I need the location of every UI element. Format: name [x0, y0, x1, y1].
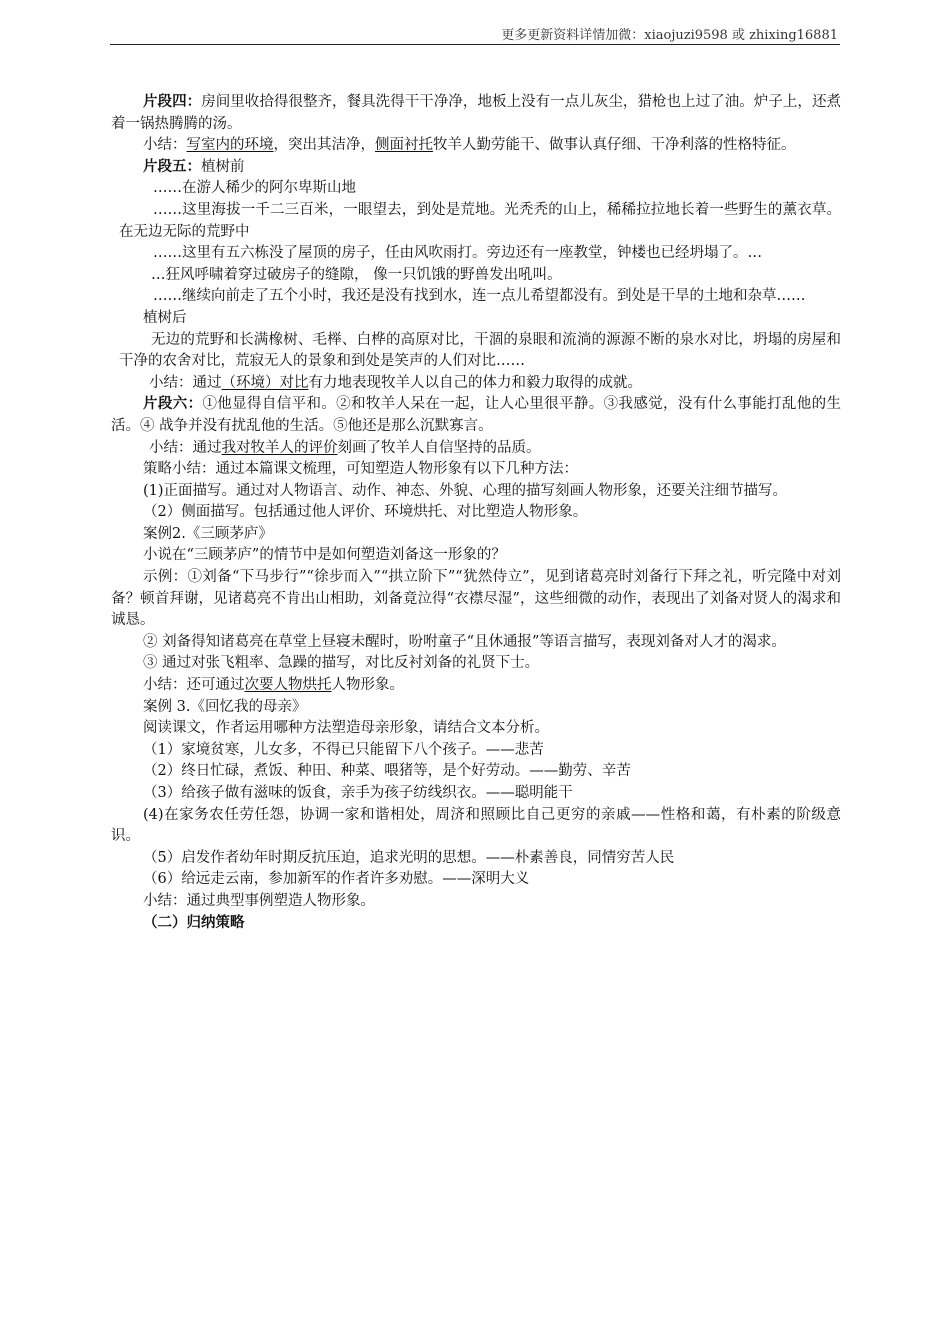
summary-prefix: 小结：还可通过	[143, 677, 245, 694]
summary-prefix: 小结：通过	[149, 374, 222, 391]
fragment-5-line: ……这里有五六栋没了屋顶的房子，任由风吹雨打。旁边还有一座教堂，钟楼也已经坍塌了。…	[153, 245, 762, 262]
fragment-5-after-text: 无边的荒野和长满橡树、毛榉、白桦的高原对比，干涸的泉眼和流淌的源源不断的泉水对比，坍塌的房屋和干净的农舍对比，荒寂无人的景象和到处是笑声的人们对比……	[119, 331, 841, 370]
case-3-item: （3）给孩子做有滋味的饭食，亲手为孩子纺线织衣。——聪明能干	[143, 785, 573, 801]
fragment-6-summary	[111, 438, 841, 460]
fragment-4	[111, 92, 841, 135]
case-2-question: 小说在“三顾茅庐”的情节中是如何塑造刘备这一形象的？	[143, 547, 506, 564]
fragment-5-line: ……在游人稀少的阿尔卑斯山地	[153, 180, 356, 197]
summary-keyword: 我对牧羊人的评价	[221, 439, 338, 456]
fragment-6-text: ①他显得自信平和。②和牧羊人呆在一起，让人心里很平静。③我感觉，没有什么事能打乱他的生活。④ 战争并没有扰乱他的生活。⑤他还是那么沉默寡言。	[111, 396, 841, 434]
strategy-item: (1)正面描写。通过对人物语言、动作、神态、外貌、心理的描写刻画人物形象，还要关注细节描写。	[143, 482, 788, 499]
case-3-item: (4)在家务农任劳任怨，协调一家和谐相处，周济和照顾比自己更穷的亲戚——性格和蔼，有朴素的阶级意识。	[111, 806, 841, 845]
case-2-example: ③ 通过对张飞粗率、急躁的描写，对比反衬刘备的礼贤下士。	[143, 655, 540, 672]
fragment-4-label: 片段四：	[143, 94, 202, 110]
summary-prefix: 小结：通过	[149, 439, 222, 456]
case-3-question: 阅读课文，作者运用哪种方法塑造母亲形象，请结合文本分析。	[143, 720, 549, 737]
fragment-5-title: 植树前	[201, 158, 245, 175]
case-3-item: （5）启发作者幼年时期反抗压迫，追求光明的思想。——朴素善良，同情穷苦人民	[143, 849, 675, 866]
header-note: 更多更新资料详情加微：xiaojuzi9598 或 zhixing16881	[501, 28, 838, 43]
summary-text: 人物形象。	[331, 677, 404, 694]
fragment-5-line: …狂风呼啸着穿过破房子的缝隙， 像一只饥饿的野兽发出吼叫。	[151, 266, 562, 283]
case-2-example: ② 刘备得知诸葛亮在草堂上昼寝未醒时，吩咐童子“且休通报”等语言描写，表现刘备对人才的渴求。	[143, 633, 786, 650]
section-2-title: （二）归纳策略	[143, 914, 245, 931]
case-3-summary: 小结：通过典型事例塑造人物形象。	[143, 892, 375, 909]
case-3-item: （6）给远走云南，参加新军的作者许多劝慰。——深明大义	[143, 871, 530, 888]
summary-prefix: 小结：	[143, 137, 187, 154]
fragment-5-after-title: 植树后	[143, 309, 187, 326]
case-3-item: （1）家境贫寒，儿女多，不得已只能留下八个孩子。——悲苦	[143, 741, 544, 758]
summary-keyword: 次要人物烘托	[244, 677, 332, 694]
case-3-title: 案例 3.《回忆我的母亲》	[143, 698, 307, 715]
case-3-item: （2）终日忙碌，煮饭、种田、种菜、喂猪等，是个好劳动。——勤劳、辛苦	[143, 763, 631, 780]
strategy-intro: 策略小结：通过本篇课文梳理，可知塑造人物形象有以下几种方法：	[143, 461, 578, 478]
summary-keyword: （环境）对比	[221, 374, 309, 391]
summary-keyword: 写室内的环境	[186, 137, 274, 154]
summary-text: ，突出其洁净，	[273, 137, 375, 154]
fragment-5-line: ……这里海拔一千二三百米，一眼望去，到处是荒地。光秃秃的山上，稀稀拉拉地长着一些野生的薰衣草。在无边无际的荒野中	[119, 201, 841, 240]
section-heading	[111, 913, 841, 935]
fragment-6	[111, 394, 841, 437]
summary-text: 有力地表现牧羊人以自己的体力和毅力取得的成就。	[308, 374, 642, 391]
document-body	[111, 92, 841, 934]
fragment-5-summary	[111, 373, 841, 395]
fragment-4-text: 房间里收拾得很整齐，餐具洗得干干净净，地板上没有一点儿灰尘，猎枪也上过了油。炉子上，还煮着一锅热腾腾的汤。	[111, 94, 841, 132]
summary-text: 刻画了牧羊人自信坚持的品质。	[337, 439, 541, 456]
case-2-title: 案例2.《三顾茅庐》	[143, 525, 273, 542]
case-2-summary	[111, 675, 841, 697]
summary-text: 牧羊人勤劳能干、做事认真仔细、干净利落的性格特征。	[433, 137, 796, 154]
fragment-5-line: ……继续向前走了五个小时，我还是没有找到水，连一点儿希望都没有。到处是干旱的土地和杂草……	[153, 288, 806, 305]
case-2-example: 示例：①刘备“下马步行”“徐步而入”“拱立阶下”“犹然侍立”，见到诸葛亮时刘备行下拜之礼，听完隆中对刘备？顿首拜谢，见诸葛亮不肯出山相助，刘备竟泣得“衣襟尽湿”，这些细微的动作，表现出了刘备对贤人的渴求和诚恳。	[111, 569, 841, 629]
strategy-item: （2）侧面描写。包括通过他人评价、环境烘托、对比塑造人物形象。	[143, 504, 588, 521]
fragment-6-label: 片段六：	[143, 396, 203, 413]
summary-keyword: 侧面衬托	[375, 137, 433, 154]
fragment-4-summary	[111, 135, 841, 157]
page-header	[110, 22, 840, 45]
fragment-5-heading	[111, 157, 841, 179]
fragment-5-label: 片段五：	[143, 158, 201, 175]
